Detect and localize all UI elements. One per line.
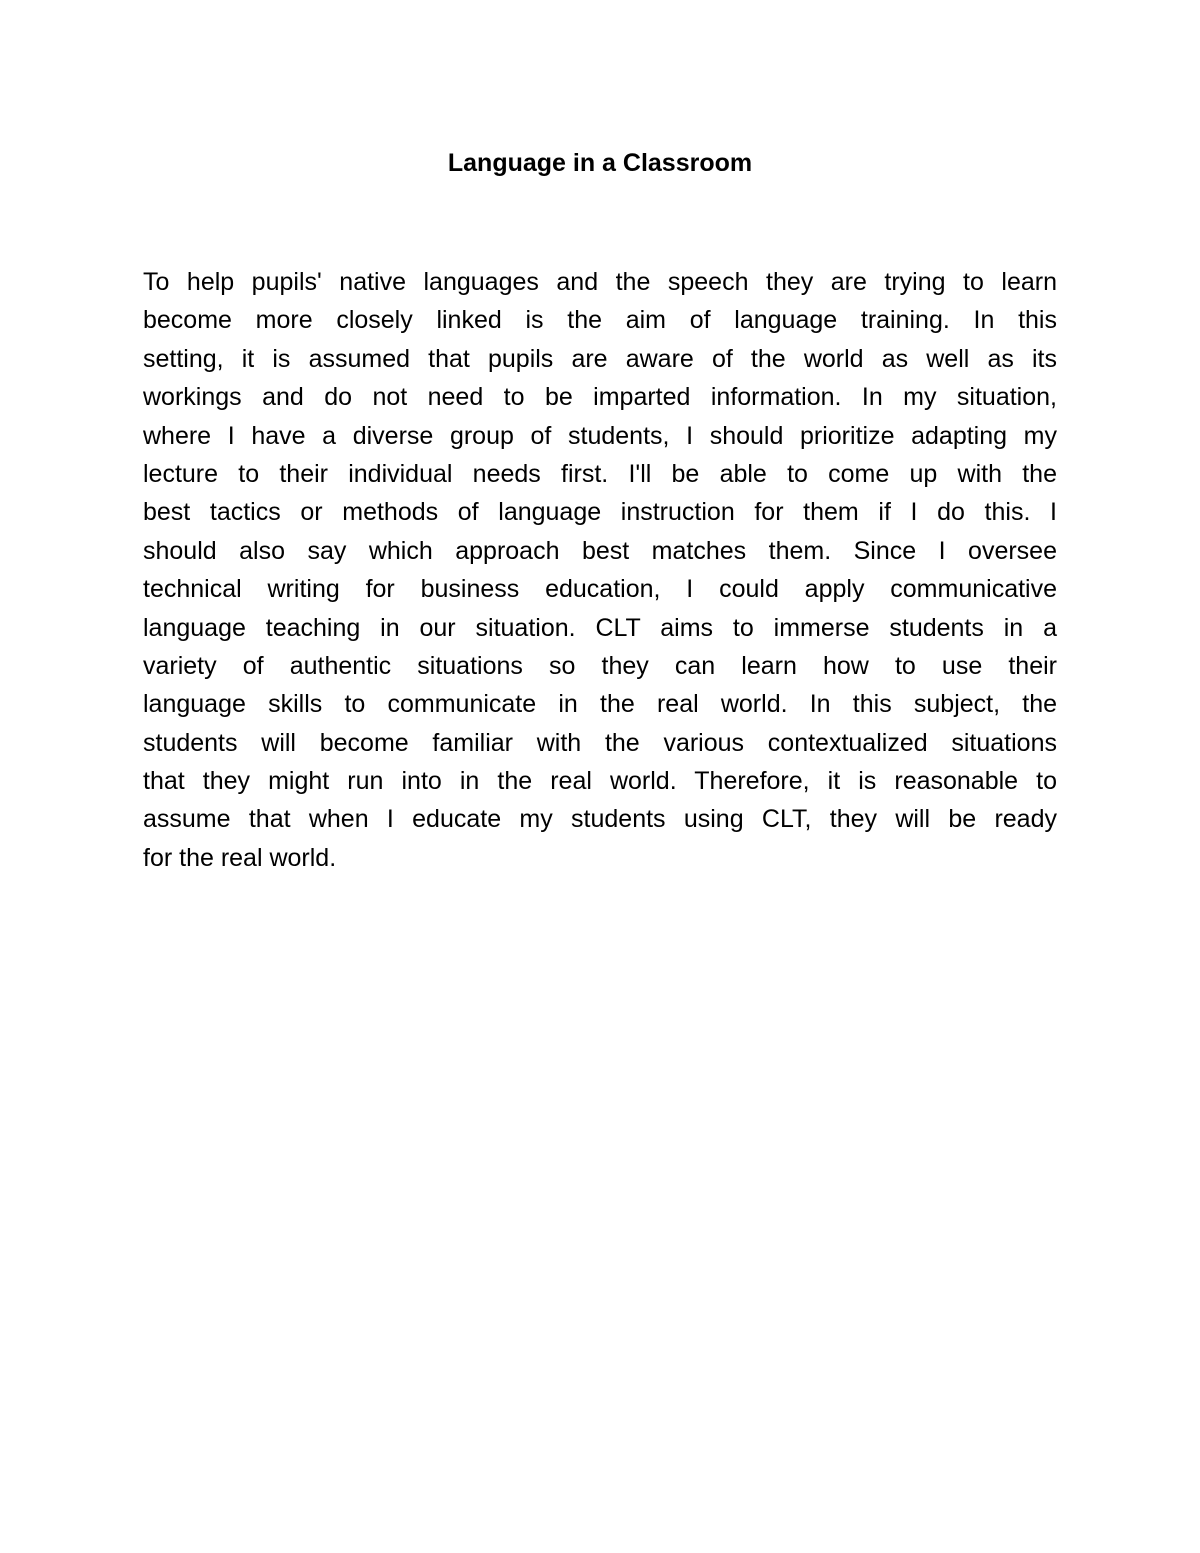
paragraph-line: setting, it is assumed that pupils are aware of the world as well as its	[143, 344, 1057, 373]
paragraph-line: language skills to communicate in the real world. In this subject, the	[143, 690, 1057, 719]
paragraph-line: for the real world.	[143, 843, 337, 872]
paragraph-line: variety of authentic situations so they can learn how to use their	[143, 651, 1057, 680]
paragraph-line: best tactics or methods of language instruction for them if I do this. I	[143, 498, 1057, 527]
paragraph-line: lecture to their individual needs first. I'll be able to come up with the	[143, 459, 1057, 488]
paragraph-line: that they might run into in the real world. Therefore, it is reasonable to	[143, 767, 1057, 796]
paragraph-line: students will become familiar with the various contextualized situations	[143, 728, 1057, 757]
paragraph-line: To help pupils' native languages and the speech they are trying to learn	[143, 268, 1057, 296]
paragraph-line: technical writing for business education, I could apply communicative	[143, 575, 1057, 604]
paragraph-line: language teaching in our situation. CLT aims to immerse students in a	[143, 613, 1057, 642]
body-paragraph	[143, 263, 1057, 877]
paragraph-line: assume that when I educate my students using CLT, they will be ready	[143, 805, 1057, 834]
paragraph-line: workings and do not need to be imparted information. In my situation,	[143, 383, 1057, 412]
document-title: Language in a Classroom	[447, 149, 753, 177]
paragraph-line: should also say which approach best matches them. Since I oversee	[143, 536, 1057, 565]
paragraph-line: where I have a diverse group of students, I should prioritize adapting my	[143, 421, 1057, 450]
paragraph-line: become more closely linked is the aim of language training. In this	[143, 306, 1057, 335]
